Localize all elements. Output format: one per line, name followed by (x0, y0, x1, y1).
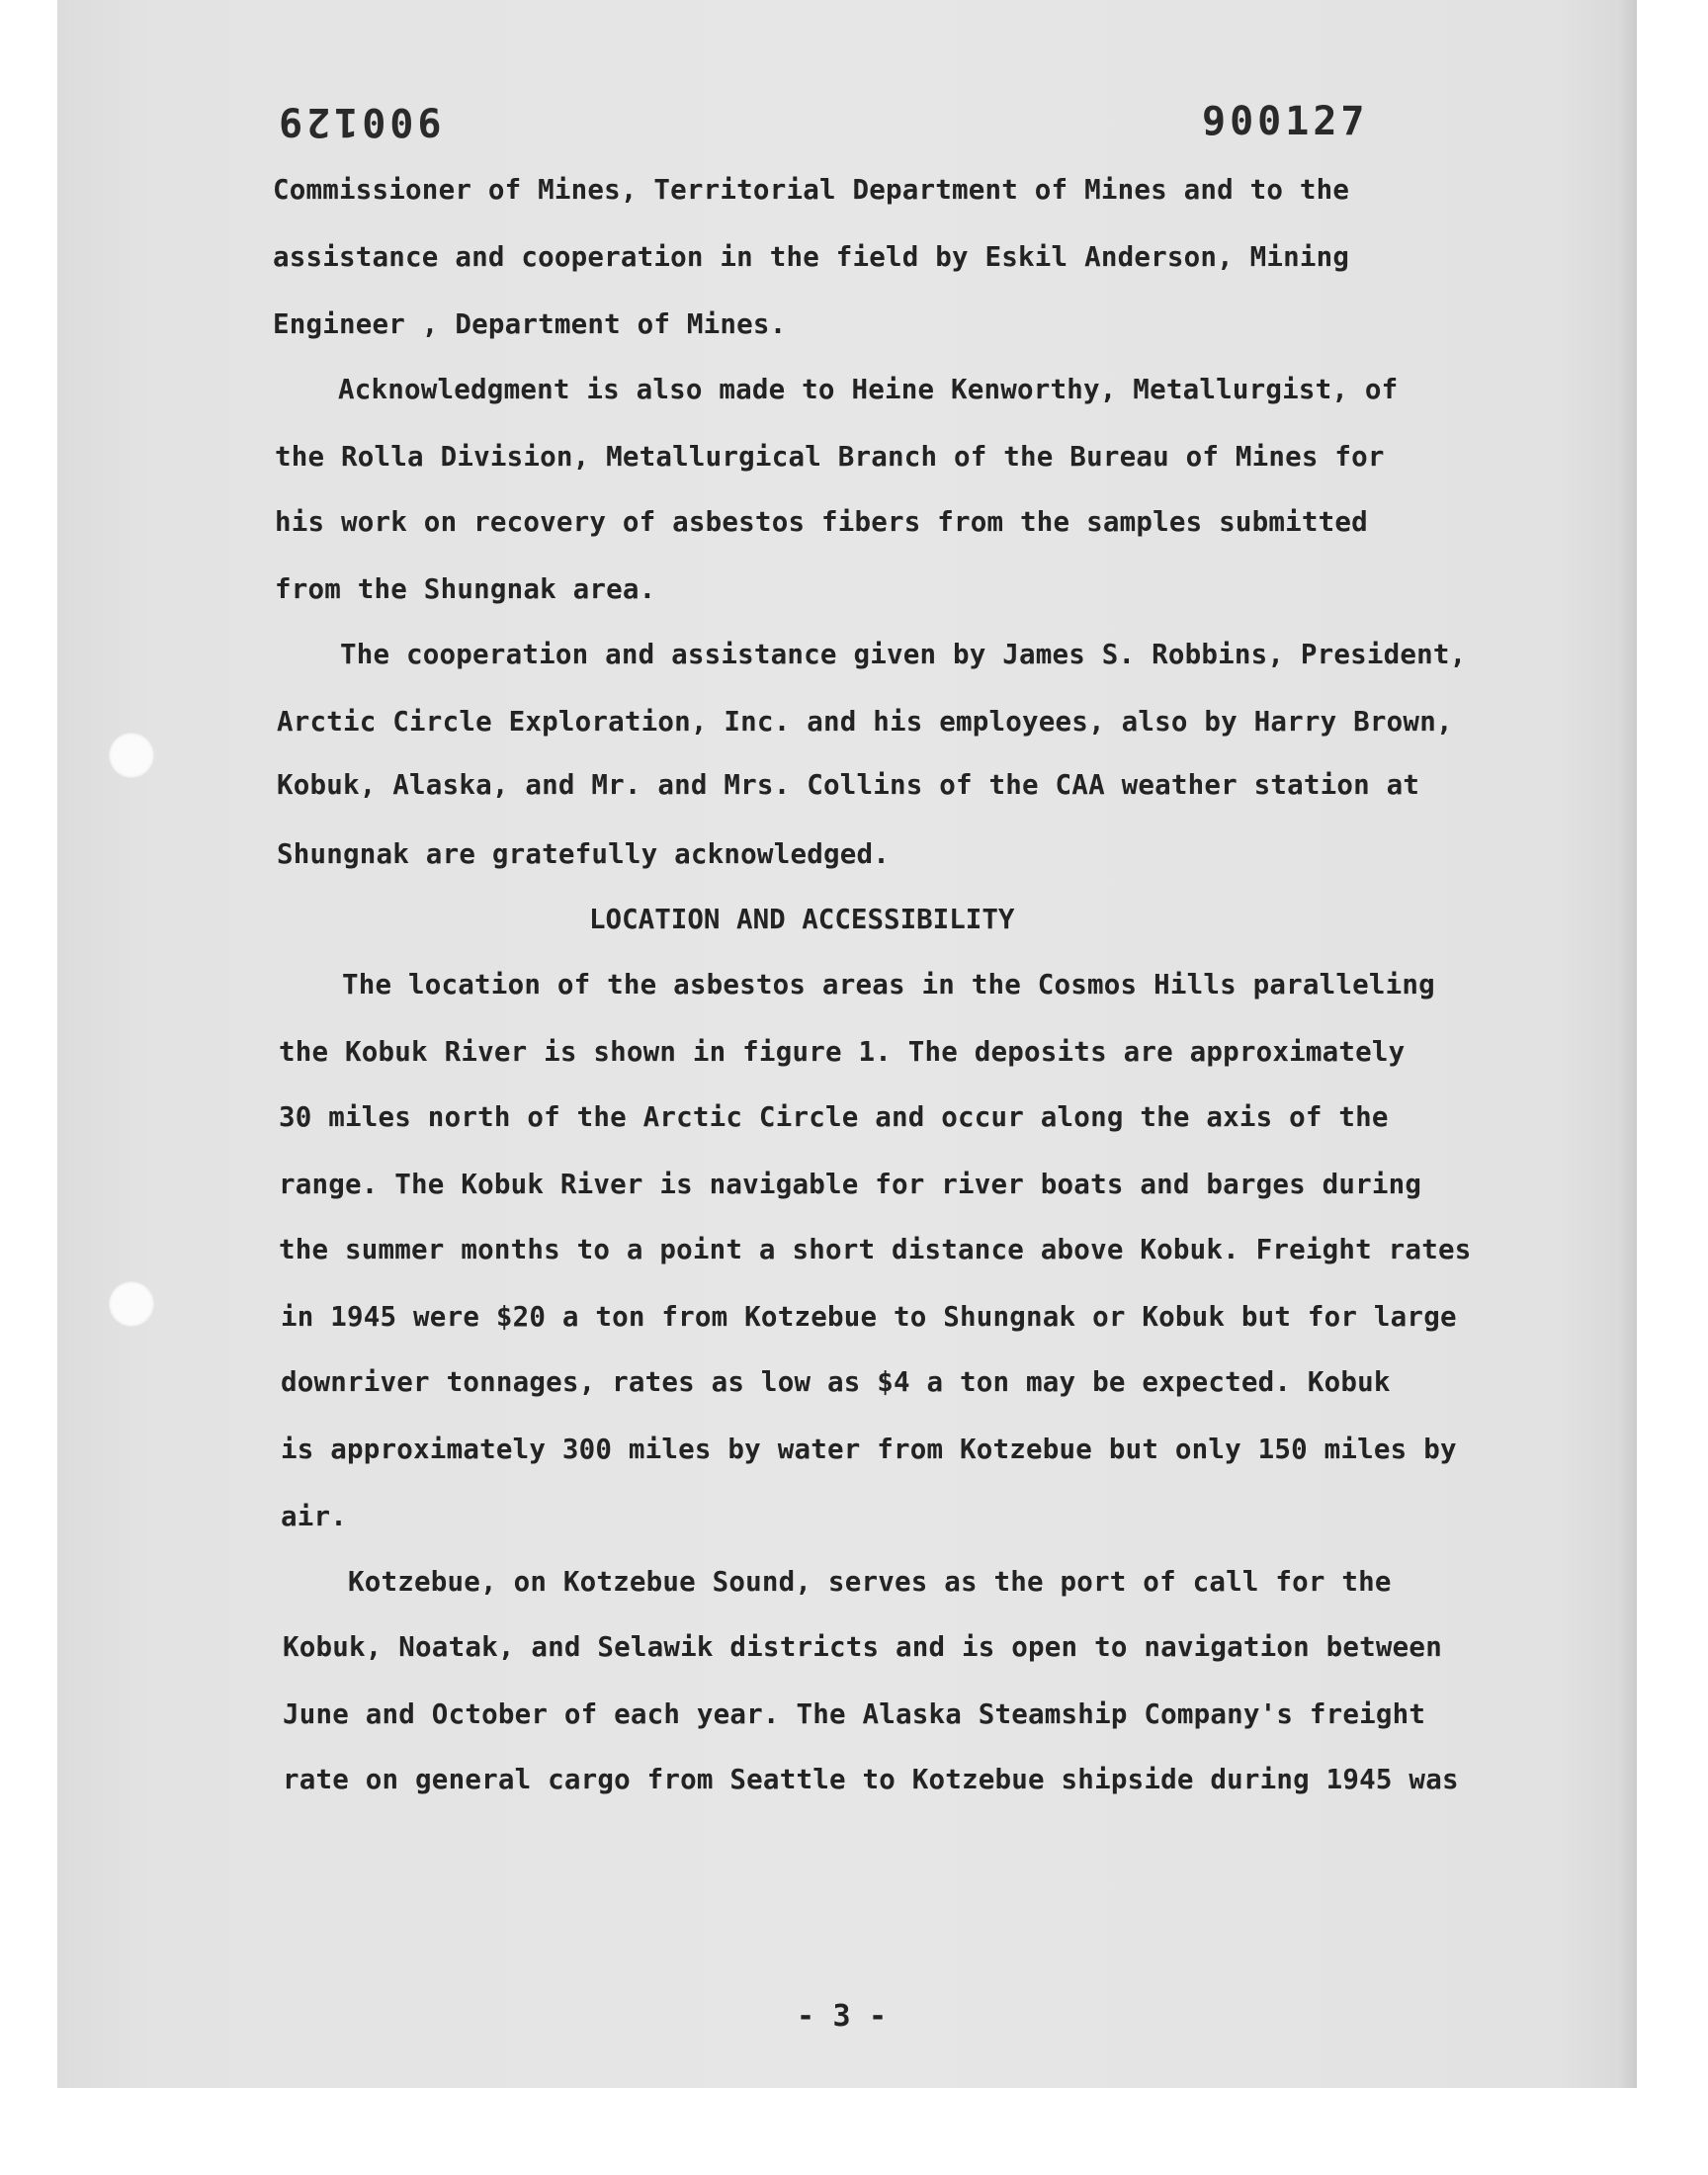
text-line: the Kobuk River is shown in figure 1. The deposits are approximately (279, 1036, 1406, 1068)
document-stamp-number-right: 900127 (1202, 99, 1369, 144)
text-line: is approximately 300 miles by water from Kotzebue but only 150 miles by (281, 1434, 1457, 1465)
text-line: Kobuk, Alaska, and Mr. and Mrs. Collins of the CAA weather station at (277, 769, 1420, 801)
section-heading: LOCATION AND ACCESSIBILITY (589, 904, 1015, 935)
text-line: his work on recovery of asbestos fibers from the samples submitted (275, 506, 1368, 538)
text-line: in 1945 were $20 a ton from Kotzebue to Shungnak or Kobuk but for large (281, 1301, 1457, 1333)
text-line: the Rolla Division, Metallurgical Branch of the Bureau of Mines for (275, 441, 1385, 473)
text-line: downriver tonnages, rates as low as $4 a ton may be expected. Kobuk (281, 1366, 1391, 1398)
text-line: The cooperation and assistance given by James S. Robbins, President, (340, 639, 1467, 670)
text-line: Engineer , Department of Mines. (273, 308, 787, 340)
punch-hole-lower (109, 1281, 154, 1327)
punch-hole-upper (109, 733, 154, 778)
text-line: range. The Kobuk River is navigable for river boats and barges during (279, 1169, 1422, 1200)
text-line: from the Shungnak area. (275, 573, 656, 605)
text-line: The location of the asbestos areas in the Cosmos Hills paralleling (342, 969, 1435, 1000)
text-line: assistance and cooperation in the field by Eskil Anderson, Mining (273, 241, 1350, 273)
text-line: Kobuk, Noatak, and Selawik districts and is open to navigation between (283, 1631, 1442, 1663)
page-number: - 3 - (797, 1999, 888, 2034)
text-line: the summer months to a point a short distance above Kobuk. Freight rates (279, 1234, 1472, 1265)
text-line: air. (281, 1501, 348, 1532)
text-line: Acknowledgment is also made to Heine Kenworthy, Metallurgist, of (338, 374, 1399, 405)
text-line: June and October of each year. The Alaska Steamship Company's freight (283, 1698, 1426, 1730)
text-line: 30 miles north of the Arctic Circle and occur along the axis of the (279, 1101, 1389, 1133)
text-line: Kotzebue, on Kotzebue Sound, serves as the port of call for the (348, 1566, 1392, 1598)
text-line: Shungnak are gratefully acknowledged. (277, 838, 890, 870)
text-line: Commissioner of Mines, Territorial Department of Mines and to the (273, 174, 1350, 206)
document-stamp-number-left: 900129 (275, 99, 442, 144)
text-line: Arctic Circle Exploration, Inc. and his employees, also by Harry Brown, (277, 706, 1453, 738)
text-line: rate on general cargo from Seattle to Kotzebue shipside during 1945 was (283, 1764, 1459, 1795)
